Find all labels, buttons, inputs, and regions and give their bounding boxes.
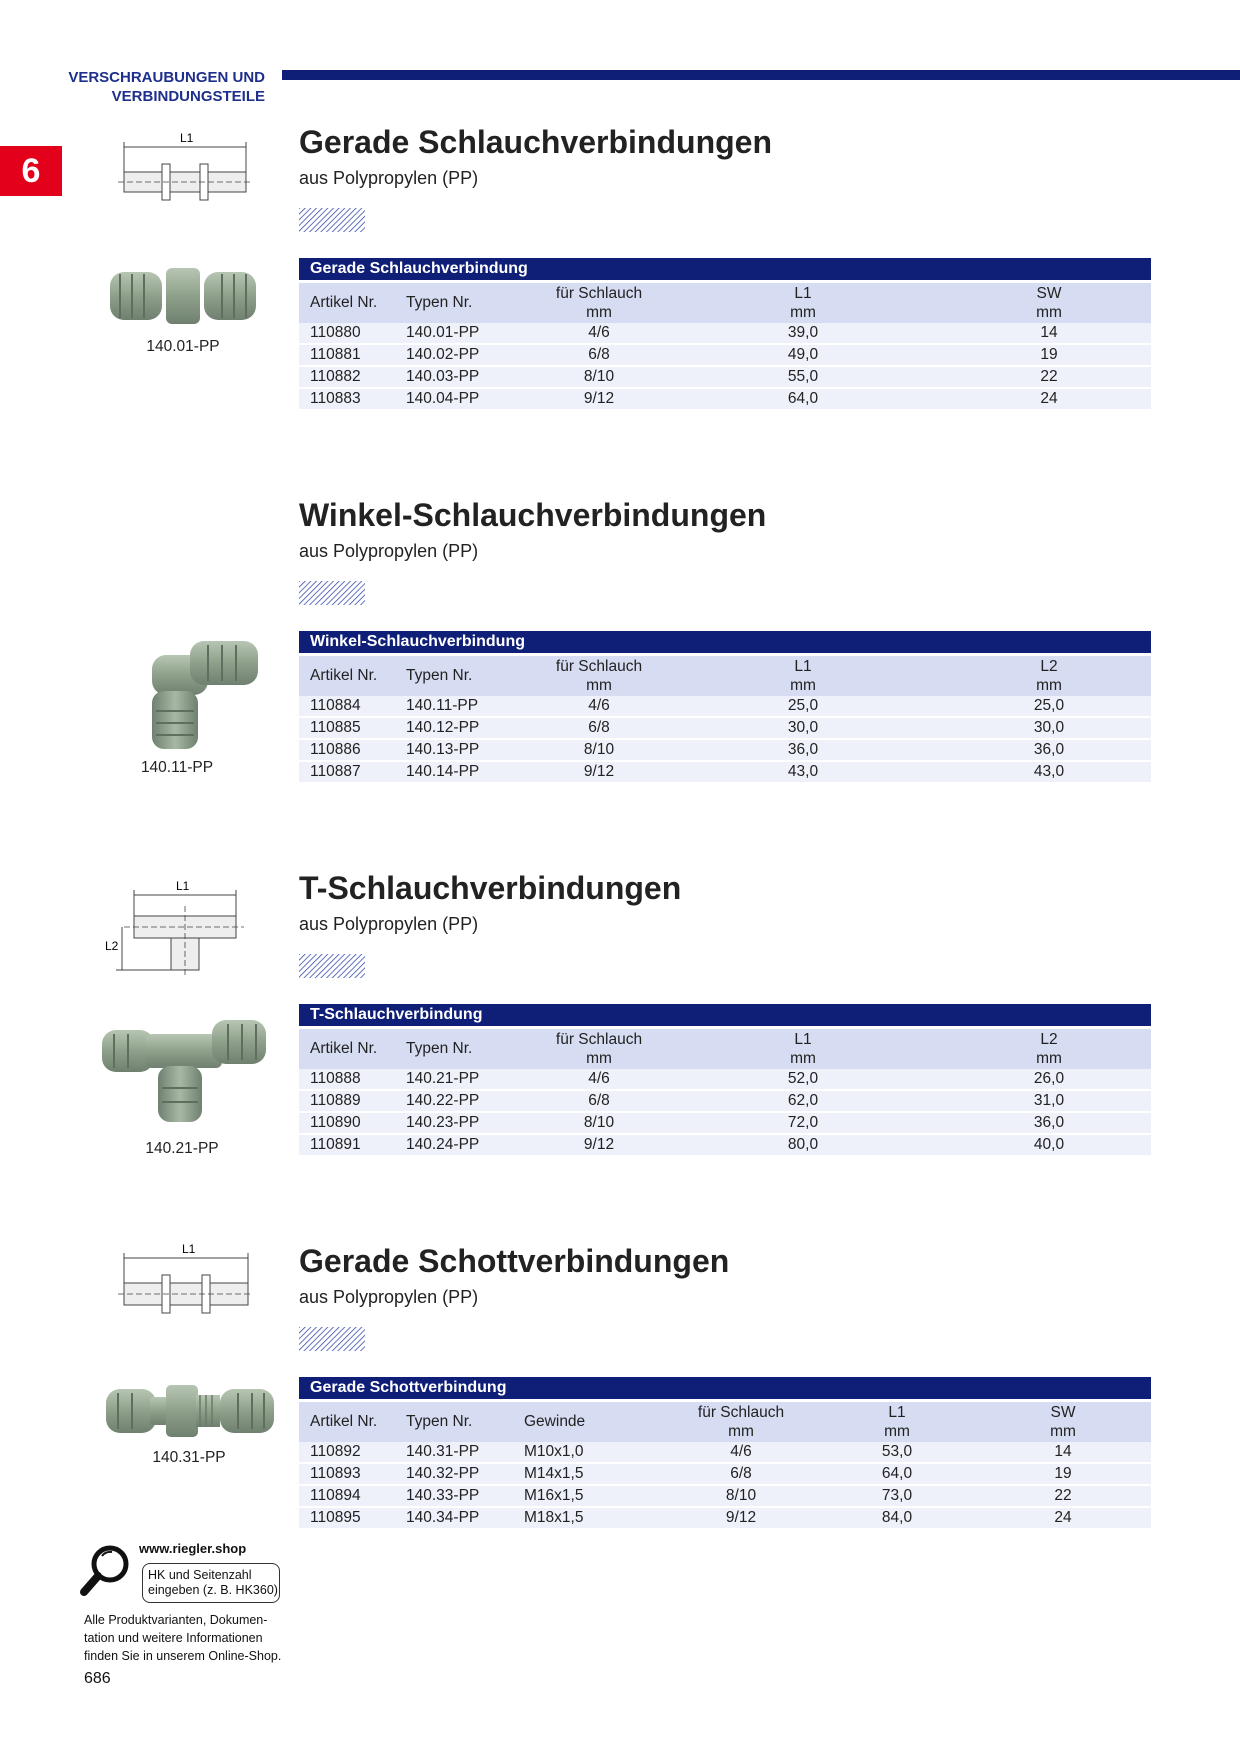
col-header: Artikel Nr. xyxy=(299,655,395,697)
section-title: Winkel-Schlauchverbindungen xyxy=(299,497,767,533)
product-table xyxy=(299,631,1151,784)
drawing-label-l1: L1 xyxy=(176,879,190,893)
col-header: L2 mm xyxy=(947,655,1151,697)
header-title-line2: VERBINDUNGSTEILE xyxy=(111,88,265,105)
product-label: 140.21-PP xyxy=(145,1140,219,1157)
table-title: Gerade Schottverbindung xyxy=(299,1377,1151,1399)
product-photo-bulkhead xyxy=(104,1383,276,1439)
material-badge-icon xyxy=(299,1327,365,1351)
product-label: 140.31-PP xyxy=(152,1449,226,1466)
table-row: 110886 140.13-PP 8/10 36,0 36,0 xyxy=(299,739,1151,761)
search-hint-box xyxy=(142,1563,280,1603)
section-subtitle: aus Polypropylen (PP) xyxy=(299,168,479,188)
material-badge-icon xyxy=(299,208,365,232)
shop-link[interactable]: www.riegler.shop xyxy=(139,1541,247,1556)
table-title: Gerade Schlauchverbindung xyxy=(299,258,1151,280)
page-number: 686 xyxy=(84,1670,111,1687)
table-title: Winkel-Schlauchverbindung xyxy=(299,631,1151,653)
section-subtitle: aus Polypropylen (PP) xyxy=(299,914,479,934)
col-header: L1 mm xyxy=(659,1028,947,1070)
search-hint-line1: HK und Seitenzahl xyxy=(148,1568,252,1582)
table-row: 110889 140.22-PP 6/8 62,0 31,0 xyxy=(299,1090,1151,1112)
col-header: SW mm xyxy=(975,1401,1151,1443)
table-row: 110881 140.02-PP 6/8 49,0 19 xyxy=(299,344,1151,366)
table-row: 110892 140.31-PP M10x1,0 4/6 53,0 14 xyxy=(299,1442,1151,1463)
table-row: 110885 140.12-PP 6/8 30,0 30,0 xyxy=(299,717,1151,739)
section-title: Gerade Schlauchverbindungen xyxy=(299,124,772,160)
search-hint-line2: eingeben (z. B. HK360) xyxy=(148,1583,278,1597)
col-header: Artikel Nr. xyxy=(299,1401,395,1443)
dimension-drawing-icon xyxy=(118,1243,253,1315)
table-row: 110882 140.03-PP 8/10 55,0 22 xyxy=(299,366,1151,388)
magnifier-icon xyxy=(78,1540,138,1605)
product-table xyxy=(299,1377,1151,1530)
dimension-drawing-icon xyxy=(118,132,253,202)
drawing-label-l1: L1 xyxy=(180,132,194,145)
header-rule xyxy=(282,70,1240,80)
col-header: Typen Nr. xyxy=(395,282,539,324)
section-header-title xyxy=(40,68,265,106)
product-photo-tee xyxy=(100,1018,268,1124)
chapter-tab[interactable]: 6 xyxy=(0,146,62,196)
table-row: 110883 140.04-PP 9/12 64,0 24 xyxy=(299,388,1151,410)
col-header: Artikel Nr. xyxy=(299,1028,395,1070)
table-row: 110880 140.01-PP 4/6 39,0 14 xyxy=(299,323,1151,344)
section-subtitle: aus Polypropylen (PP) xyxy=(299,1287,479,1307)
footer-text-line: tation und weitere Informationen xyxy=(84,1631,263,1645)
drawing-label-l1: L1 xyxy=(182,1243,196,1256)
col-header: Typen Nr. xyxy=(395,655,539,697)
table-row: 110894 140.33-PP M16x1,5 8/10 73,0 22 xyxy=(299,1485,1151,1507)
table-row: 110891 140.24-PP 9/12 80,0 40,0 xyxy=(299,1134,1151,1156)
product-table xyxy=(299,258,1151,411)
material-badge-icon xyxy=(299,581,365,605)
table-row: 110893 140.32-PP M14x1,5 6/8 64,0 19 xyxy=(299,1463,1151,1485)
col-header: Gewinde xyxy=(513,1401,663,1443)
col-header: L1 mm xyxy=(819,1401,975,1443)
dimension-drawing-icon xyxy=(104,878,244,976)
footer-text-line: Alle Produktvarianten, Dokumen- xyxy=(84,1613,268,1627)
col-header: für Schlauch mm xyxy=(539,282,659,324)
header-title-line1: VERSCHRAUBUNGEN UND xyxy=(68,69,265,86)
table-row: 110887 140.14-PP 9/12 43,0 43,0 xyxy=(299,761,1151,783)
col-header: L1 mm xyxy=(659,655,947,697)
product-label: 140.01-PP xyxy=(146,338,220,355)
footer-text-line: finden Sie in unserem Online-Shop. xyxy=(84,1649,282,1663)
table-row: 110890 140.23-PP 8/10 72,0 36,0 xyxy=(299,1112,1151,1134)
col-header: L1 mm xyxy=(659,282,947,324)
col-header: Typen Nr. xyxy=(395,1028,539,1070)
col-header: Typen Nr. xyxy=(395,1401,513,1443)
col-header: für Schlauch mm xyxy=(539,655,659,697)
col-header: Artikel Nr. xyxy=(299,282,395,324)
section-title: T-Schlauchverbindungen xyxy=(299,870,682,906)
col-header: für Schlauch mm xyxy=(663,1401,819,1443)
drawing-label-l2: L2 xyxy=(105,939,119,953)
table-row: 110884 140.11-PP 4/6 25,0 25,0 xyxy=(299,696,1151,717)
col-header: für Schlauch mm xyxy=(539,1028,659,1070)
material-badge-icon xyxy=(299,954,365,978)
col-header: L2 mm xyxy=(947,1028,1151,1070)
section-subtitle: aus Polypropylen (PP) xyxy=(299,541,479,561)
footer-info-text xyxy=(84,1611,304,1665)
product-photo-elbow xyxy=(148,639,258,751)
product-table xyxy=(299,1004,1151,1157)
table-title: T-Schlauchverbindung xyxy=(299,1004,1151,1026)
section-title: Gerade Schottverbindungen xyxy=(299,1243,730,1279)
table-row: 110895 140.34-PP M18x1,5 9/12 84,0 24 xyxy=(299,1507,1151,1529)
table-row: 110888 140.21-PP 4/6 52,0 26,0 xyxy=(299,1069,1151,1090)
product-photo-straight xyxy=(108,264,258,328)
col-header: SW mm xyxy=(947,282,1151,324)
product-label: 140.11-PP xyxy=(140,759,214,776)
